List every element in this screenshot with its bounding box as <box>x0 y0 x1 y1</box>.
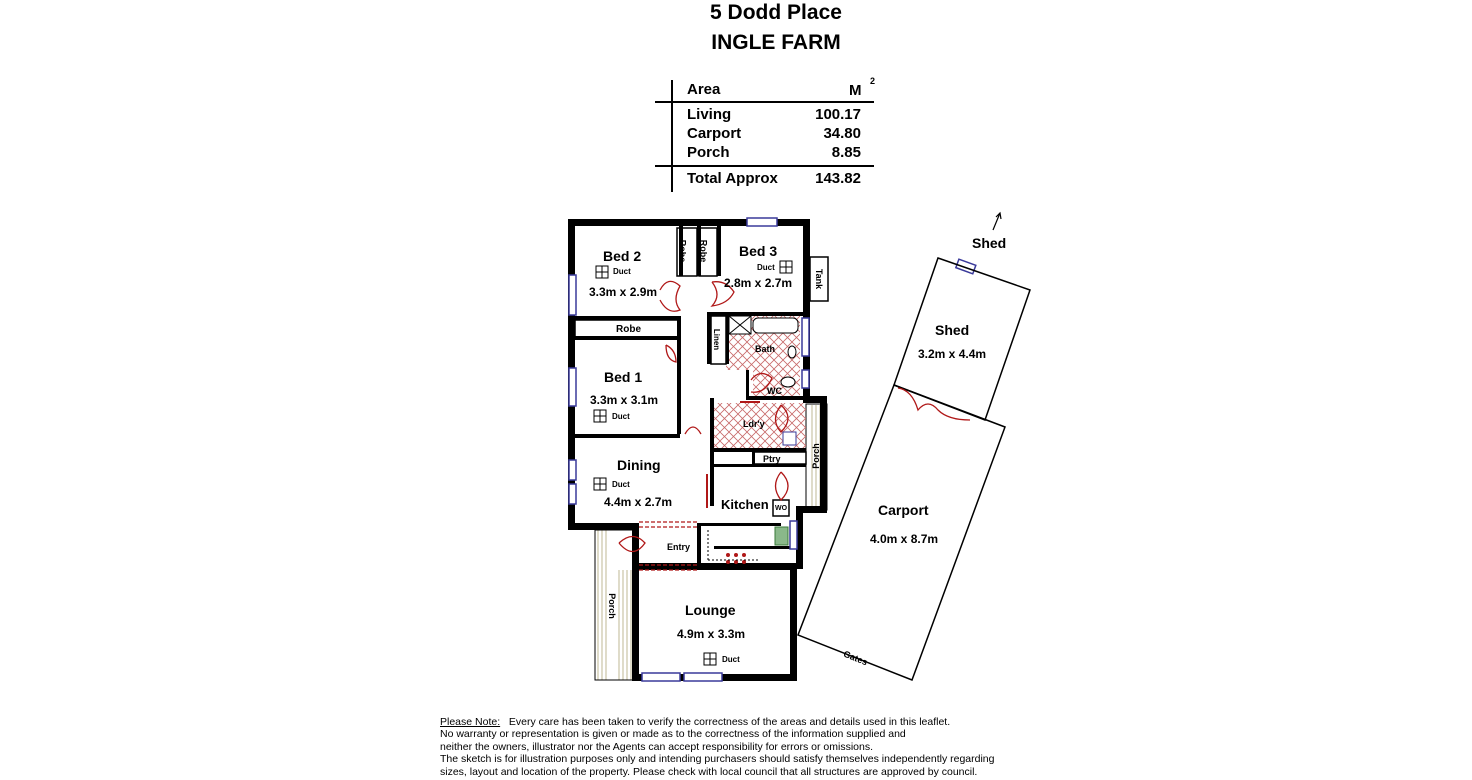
room-size-bed1: 3.3m x 3.1m <box>590 393 659 407</box>
laundry-label: Ldr'y <box>743 419 765 429</box>
duct-label: Duct <box>722 655 740 664</box>
area-row-value: 100.17 <box>815 106 861 123</box>
robe-label: Robe <box>616 324 641 335</box>
room-size-carport: 4.0m x 8.7m <box>870 532 939 546</box>
room-name-dining: Dining <box>617 457 661 473</box>
unit-superscript: 2 <box>870 76 876 86</box>
bath-label: Bath <box>755 344 775 354</box>
shed-pointer-label: Shed <box>972 235 1007 251</box>
wo-label: WO <box>775 505 788 512</box>
property-suburb: INGLE FARM <box>711 31 841 54</box>
duct-label: Duct <box>612 480 630 489</box>
entry-label: Entry <box>667 542 691 552</box>
gates-label: Gates <box>842 648 869 668</box>
room-name-shed: Shed <box>935 322 970 338</box>
room-name-bed2: Bed 2 <box>603 248 642 264</box>
room-name-bed3: Bed 3 <box>739 243 778 259</box>
disclaimer <box>440 716 1040 778</box>
area-total-label: Total Approx <box>687 170 778 187</box>
room-size-shed: 3.2m x 4.4m <box>918 347 987 361</box>
duct-label: Duct <box>612 412 630 421</box>
property-address: 5 Dodd Place <box>710 1 842 24</box>
area-row-label: Living <box>687 106 732 123</box>
disclaimer-line: neither the owners, illustrator nor the Agents can accept responsibility for errors or omissions. <box>440 740 874 753</box>
area-total-value: 143.82 <box>815 170 861 187</box>
duct-label: Duct <box>613 267 631 276</box>
disclaimer-heading: Please Note: <box>440 716 501 728</box>
room-size-lounge: 4.9m x 3.3m <box>677 627 746 641</box>
room-name-lounge: Lounge <box>685 602 736 618</box>
area-col-header: Area <box>687 81 721 98</box>
room-size-bed3: 2.8m x 2.7m <box>724 276 793 290</box>
disclaimer-line: No warranty or representation is given or made as to the correctness of the information supplied and <box>440 728 906 741</box>
room-size-bed2: 3.3m x 2.9m <box>589 285 658 299</box>
unit-col-header: M <box>849 82 862 99</box>
room-name-kitchen: Kitchen <box>721 497 769 512</box>
robe-label: Robe <box>677 239 688 263</box>
duct-label: Duct <box>757 263 775 272</box>
porch-label: Porch <box>606 593 617 619</box>
room-name-carport: Carport <box>878 502 929 518</box>
porch-label: Porch <box>810 443 821 469</box>
room-size-dining: 4.4m x 2.7m <box>604 495 673 509</box>
robe-label: Robe <box>698 239 709 263</box>
disclaimer-line: The sketch is for illustration purposes only and intending purchasers should satisfy themselves independently regarding <box>440 753 995 766</box>
pantry-label: Ptry <box>763 454 781 464</box>
disclaimer-line: Every care has been taken to verify the correctness of the areas and details used in this leaflet. <box>508 716 951 728</box>
room-name-bed1: Bed 1 <box>604 369 643 385</box>
wc-label: WC <box>767 386 782 396</box>
area-row-value: 8.85 <box>831 144 861 161</box>
area-row-label: Porch <box>687 144 730 161</box>
disclaimer-line: sizes, layout and location of the property. Please check with local council that all structures are approved by council. <box>440 765 978 778</box>
tank-label: Tank <box>814 268 825 290</box>
linen-label: Linen <box>712 328 722 351</box>
area-row-label: Carport <box>687 125 742 142</box>
area-row-value: 34.80 <box>823 125 861 142</box>
